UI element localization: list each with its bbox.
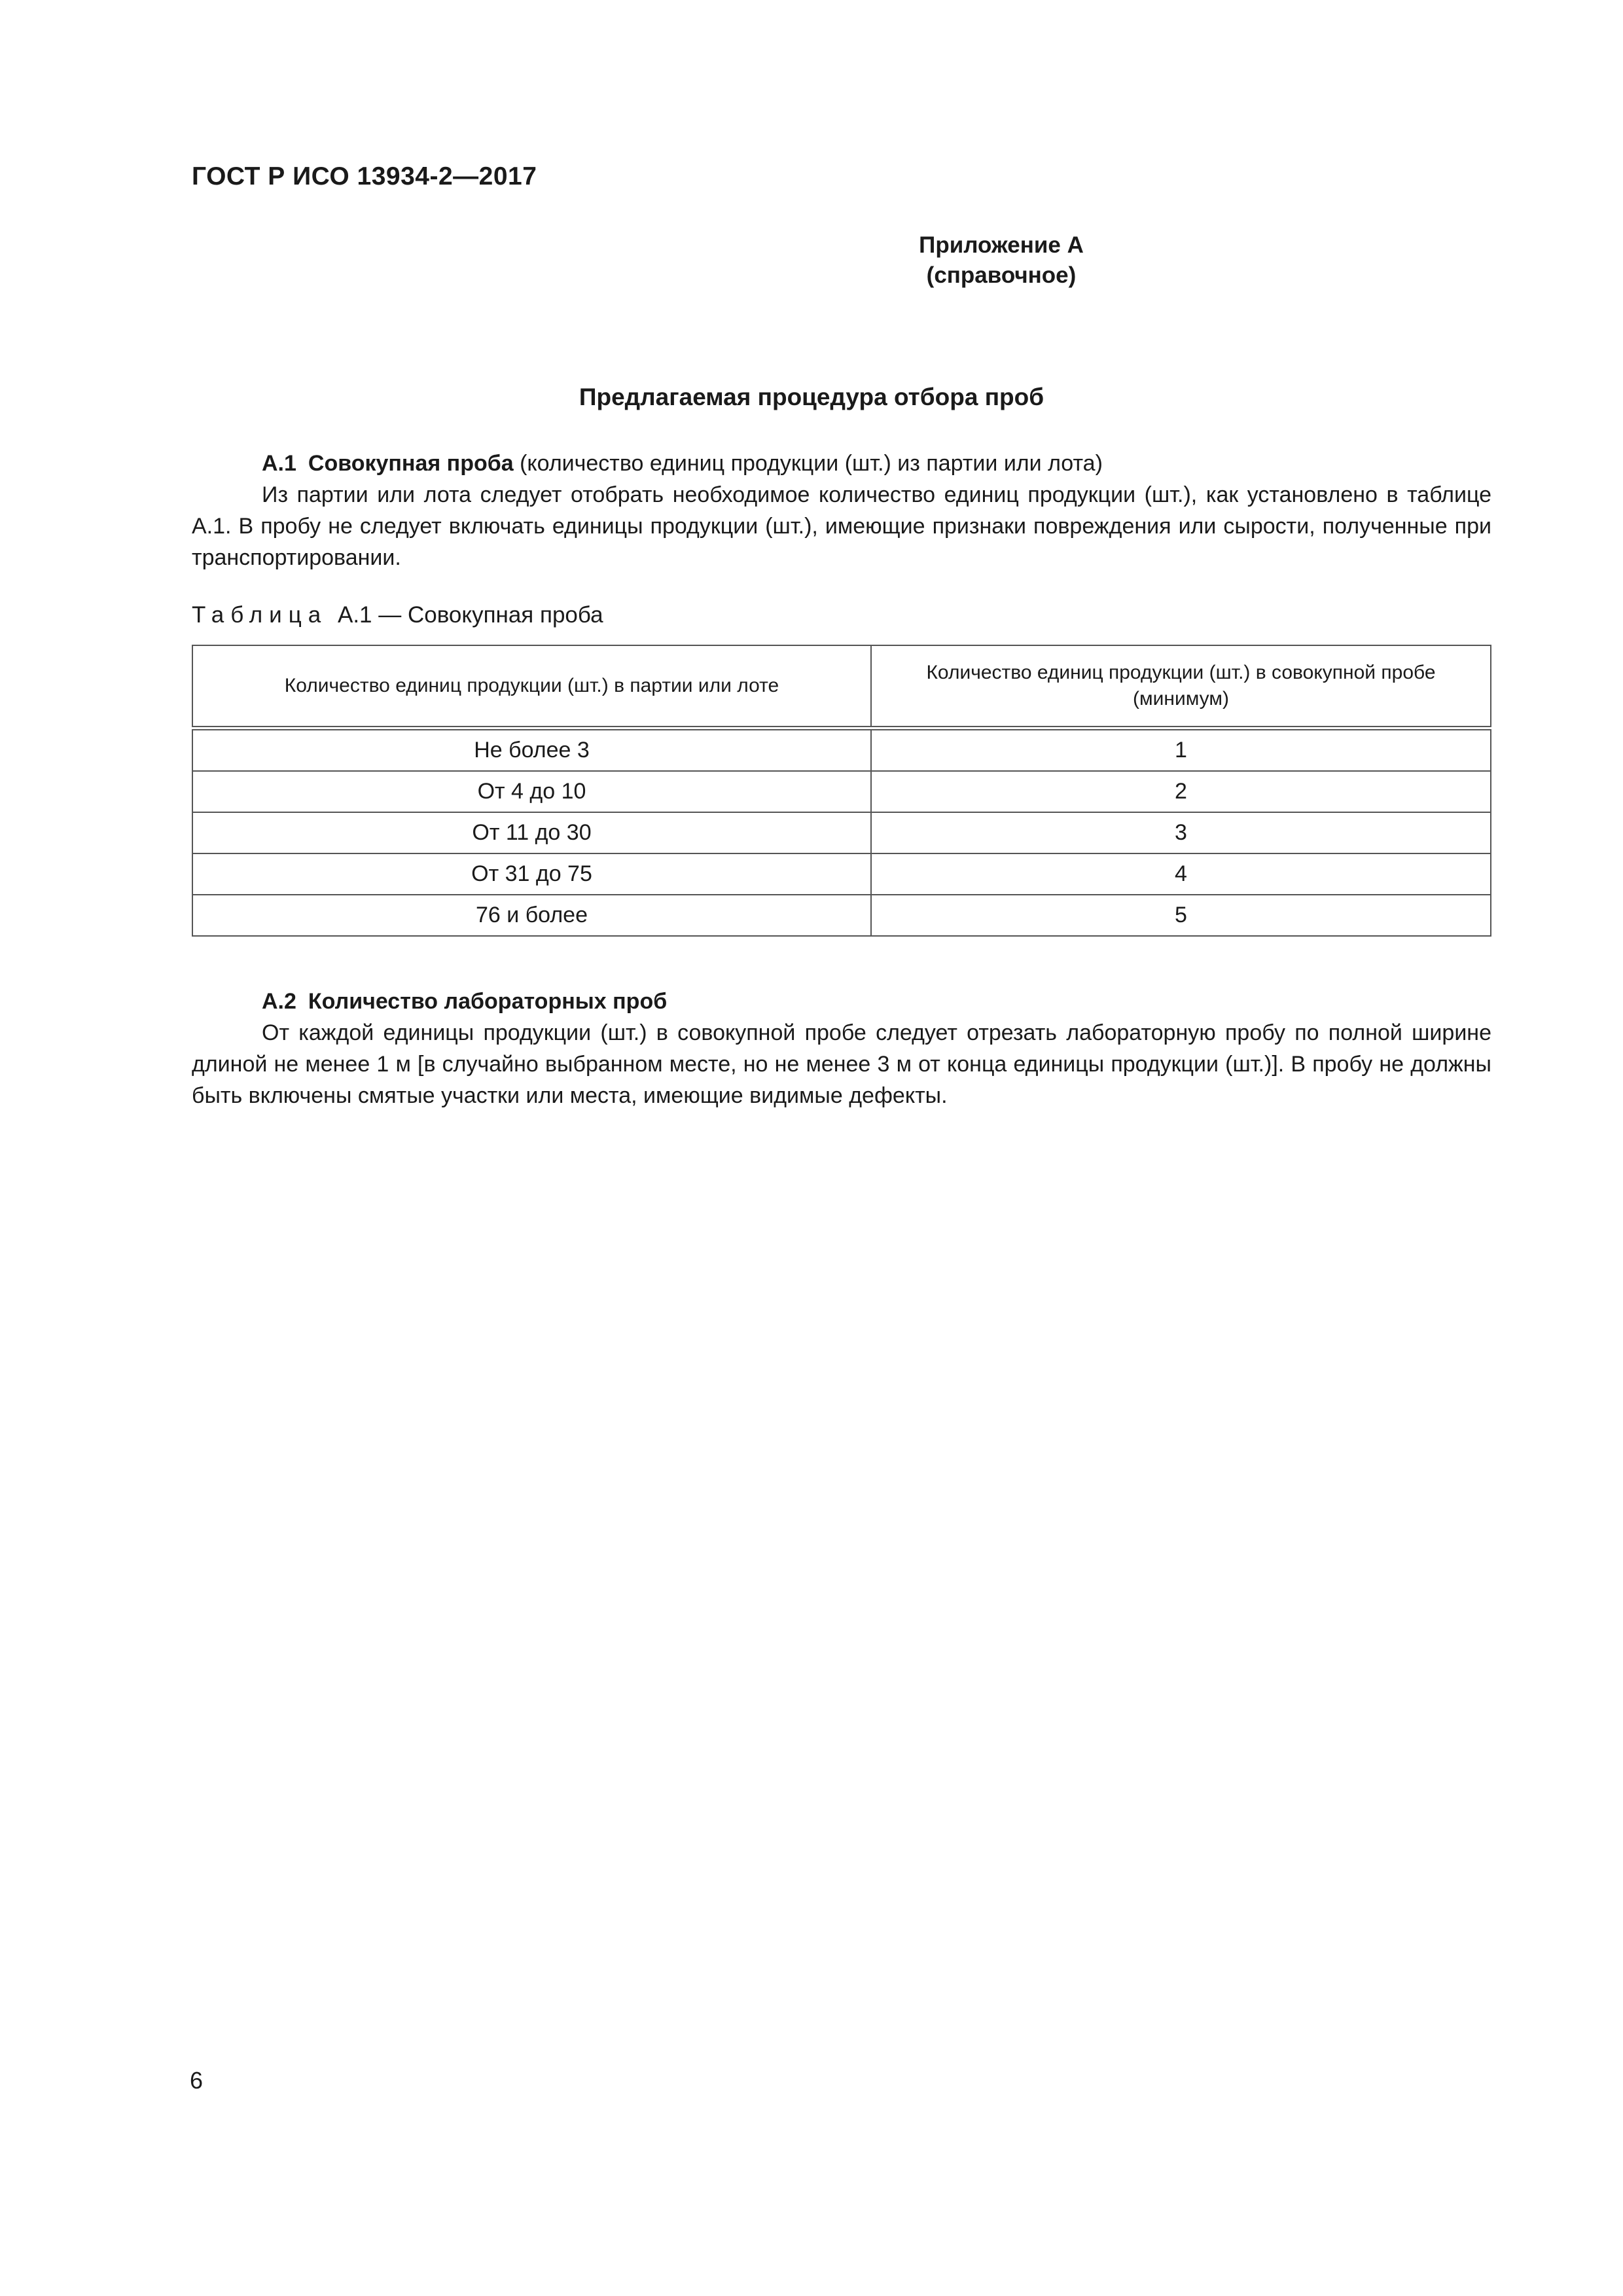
table-cell-lot: От 31 до 75	[192, 853, 871, 895]
table-cell-sample: 4	[871, 853, 1491, 895]
clause-a1-number: А.1	[262, 451, 296, 476]
table-header-sample: Количество единиц продукции (шт.) в совокупной пробе (минимум)	[871, 645, 1491, 728]
table-cell-sample: 3	[871, 812, 1491, 853]
clause-a1-text: Из партии или лота следует отобрать необходимое количество единиц продукции (шт.), как установлено в таблице А.1. В пробу не следует включать единицы продукции (шт.), имеющие признаки повреждения или сырости, полученные при транспортировании.	[192, 482, 1491, 570]
table-row	[192, 895, 1491, 936]
annex-title: Приложение А	[919, 232, 1084, 258]
clause-a2-title: Количество лабораторных проб	[308, 989, 668, 1014]
table-row	[192, 771, 1491, 812]
table-cell-lot: 76 и более	[192, 895, 871, 936]
standard-header: ГОСТ Р ИСО 13934-2—2017	[192, 162, 537, 190]
table-caption-text: А.1 — Совокупная проба	[337, 602, 603, 628]
clause-a2-heading	[192, 986, 1491, 1017]
clause-a1-heading	[192, 448, 1491, 479]
page-number: 6	[190, 2067, 204, 2094]
sample-table	[192, 645, 1491, 937]
clause-a2	[192, 986, 1491, 1111]
table-header-lot: Количество единиц продукции (шт.) в партии или лоте	[192, 645, 871, 728]
clause-a1	[192, 448, 1491, 573]
table-cell-sample: 5	[871, 895, 1491, 936]
table-caption	[192, 602, 603, 628]
table-row	[192, 853, 1491, 895]
table-cell-lot: От 11 до 30	[192, 812, 871, 853]
table-row	[192, 728, 1491, 772]
table-cell-sample: 2	[871, 771, 1491, 812]
table-row	[192, 812, 1491, 853]
section-title: Предлагаемая процедура отбора проб	[579, 384, 1044, 410]
table-caption-label: Таблица	[192, 602, 328, 628]
clause-a1-subtitle: (количество единиц продукции (шт.) из партии или лота)	[513, 451, 1103, 476]
table-cell-lot: Не более 3	[192, 728, 871, 772]
annex-heading	[759, 230, 1243, 291]
table-header-row	[192, 645, 1491, 728]
annex-status: (справочное)	[926, 262, 1077, 288]
clause-a2-number: А.2	[262, 989, 296, 1014]
table-cell-sample: 1	[871, 728, 1491, 772]
table-cell-lot: От 4 до 10	[192, 771, 871, 812]
clause-a1-title: Совокупная проба	[308, 451, 514, 476]
clause-a2-text: От каждой единицы продукции (шт.) в совокупной пробе следует отрезать лабораторную пробу по полной ширине длиной не менее 1 м [в случайно выбранном месте, но не менее 3 м от конца единицы продукции (шт.)]. В пробу не должны быть включены смятые участки или места, имеющие видимые дефекты.	[192, 1020, 1491, 1108]
